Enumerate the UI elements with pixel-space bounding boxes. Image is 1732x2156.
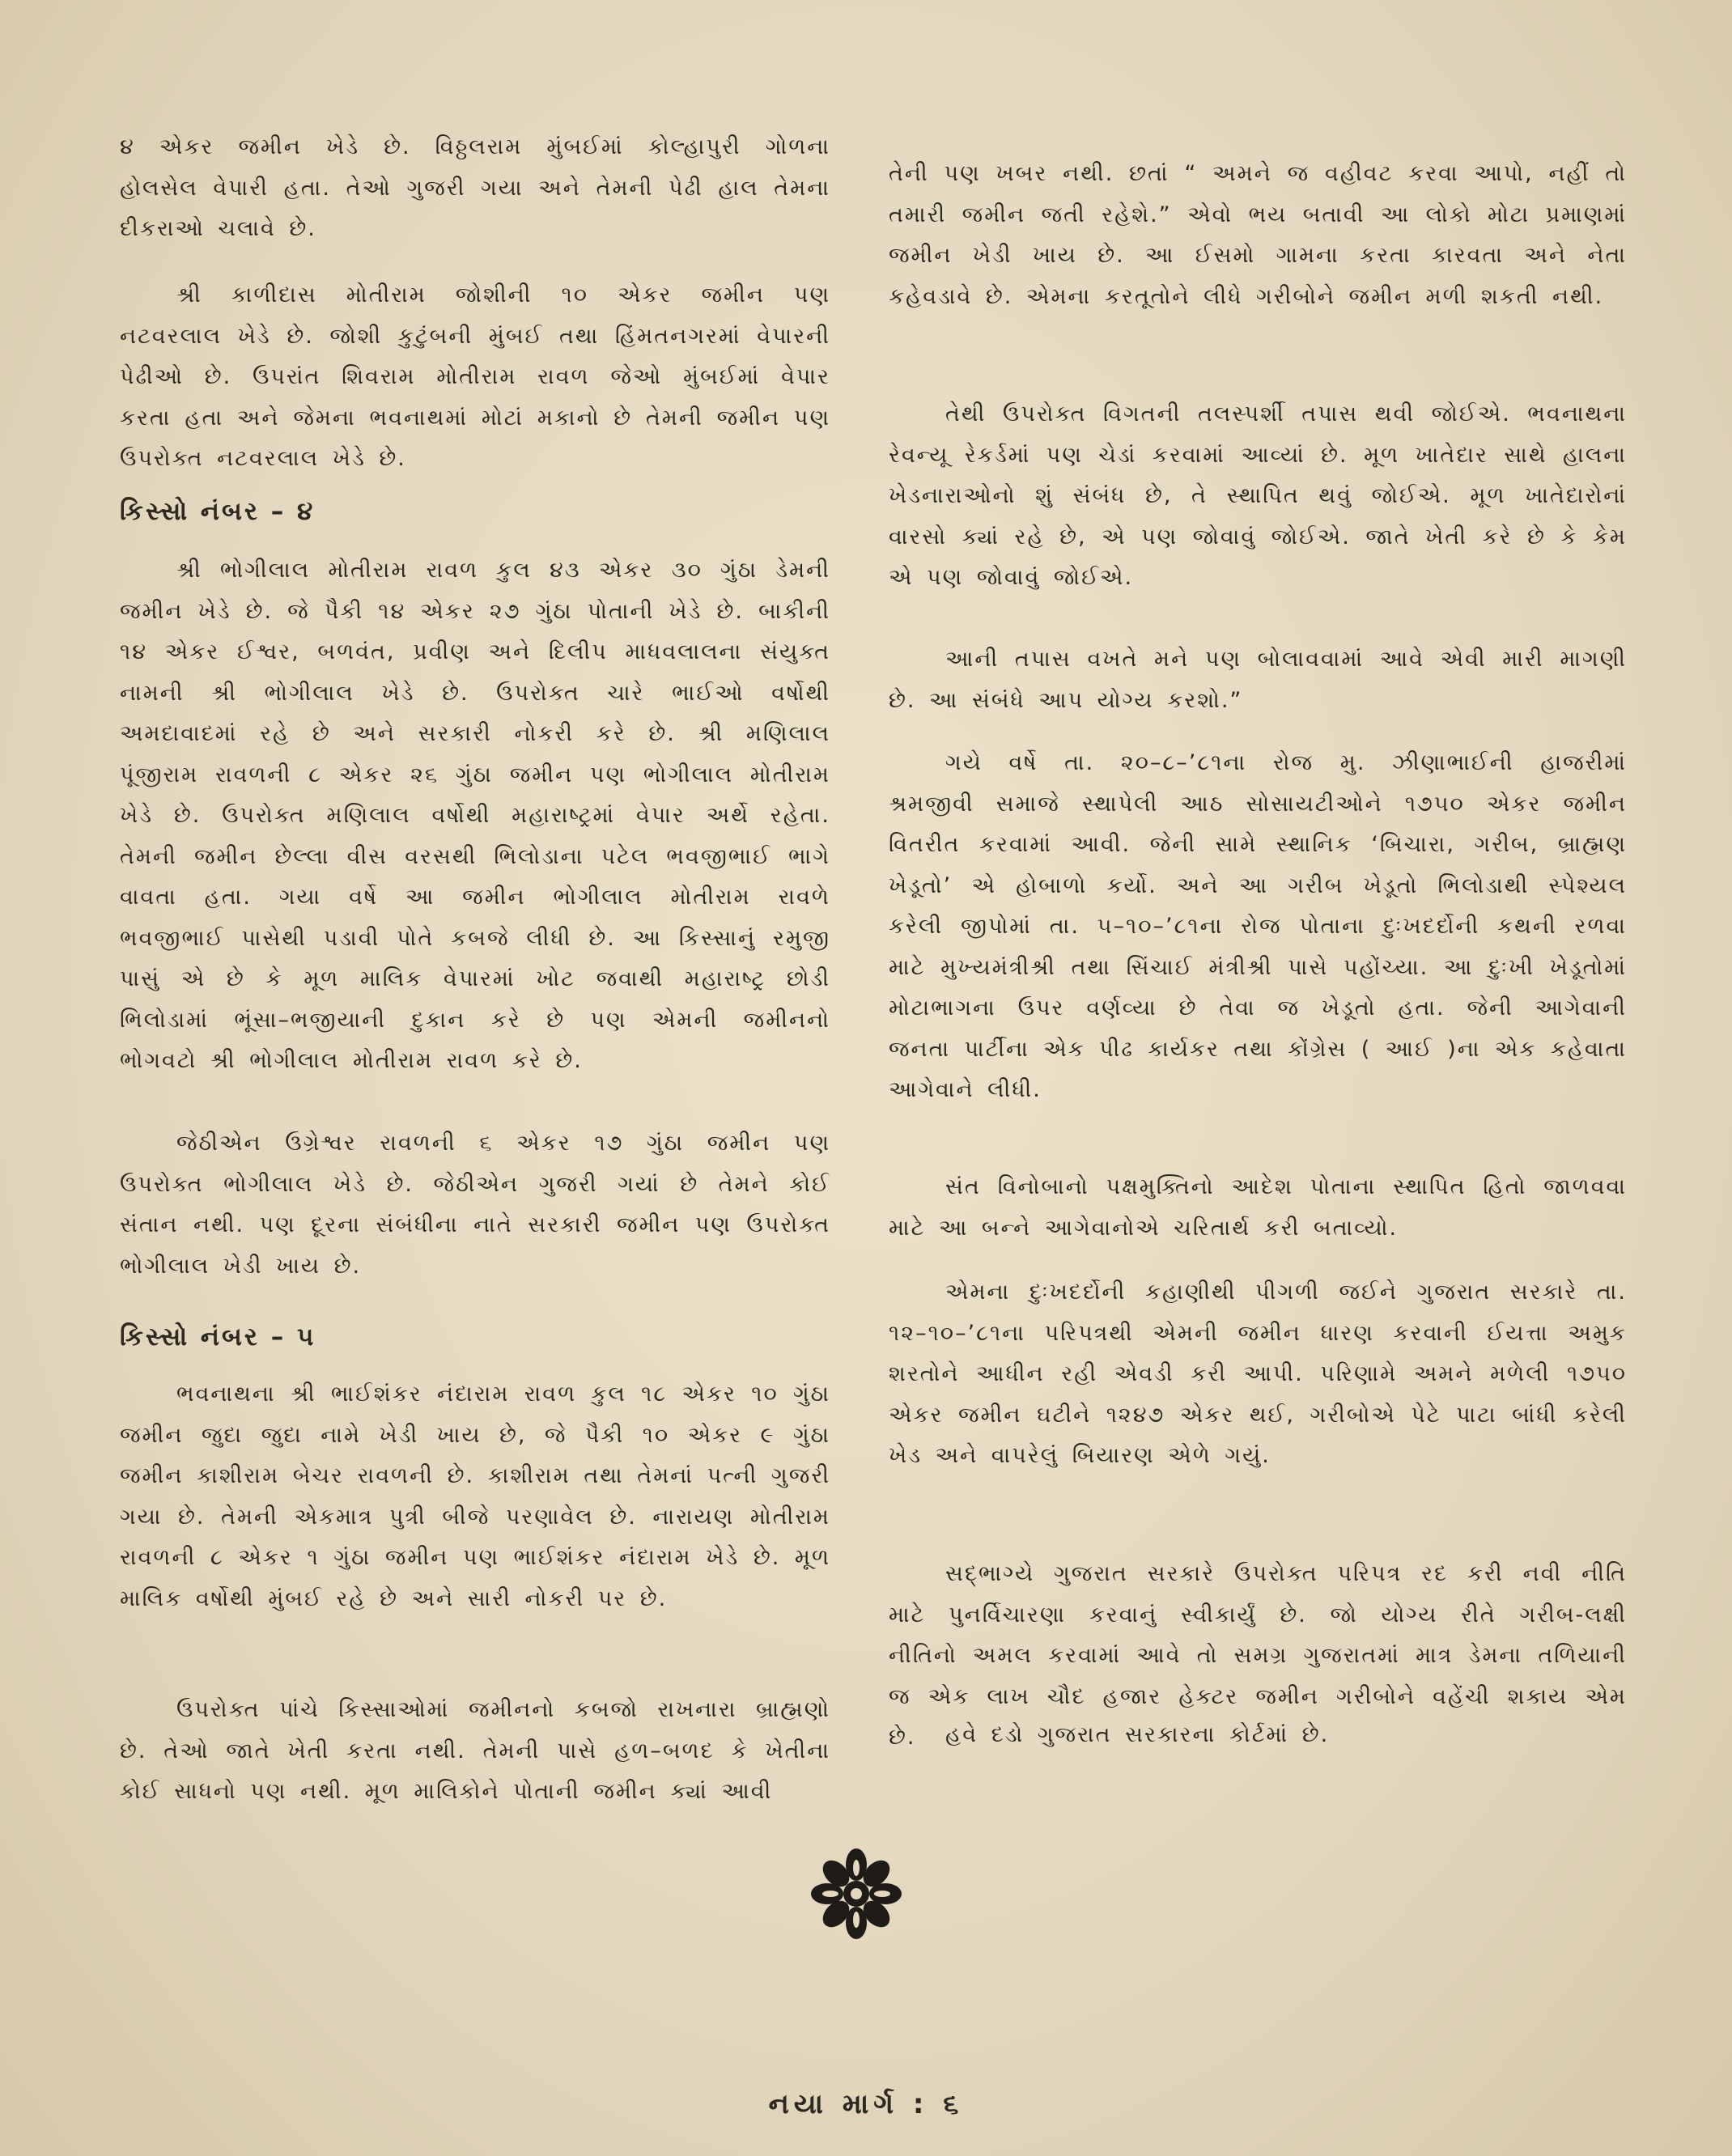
paragraph: હવે દડો ગુજરાત સરકારના કોર્ટમાં છે. <box>945 1722 1330 1747</box>
paragraph: સદ્‌ભાગ્યે ગુજરાત સરકારે ઉપરોક્ત પરિપત્ર રદ કરી નવી નીતિ માટે પુનર્વિચારણા કરવાનું સ્વીકાર્યું છે. જો યોગ્ય રીતે ગરીબ-લક્ષી નીતિનો અમલ કરવામાં આવે તો સમગ્ર ગુજરાતમાં માત્ર ડેમના તળિયાની જ એક લાખ ચૌદ હજાર હેક્ટર જમીન ગરીબોને વહેંચી શકાય એમ છે. <box>889 1561 1627 1750</box>
paragraph: સંત વિનોબાનો પક્ષમુક્તિનો આદેશ પોતાના સ્થાપિત હિતો જાળવવા માટે આ બન્ને આગેવાનોએ ચરિતાર્થ કરી બતાવ્યો. <box>889 1174 1627 1241</box>
page-footer: નયા માર્ગ : ૬ <box>768 2088 964 2120</box>
paragraph: આની તપાસ વખતે મને પણ બોલાવવામાં આવે એવી મારી માગણી છે. આ સંબંધે આપ યોગ્ય કરશો.” <box>889 647 1627 713</box>
section-heading: કિસ્સો નંબર – ૪ <box>120 497 316 526</box>
paragraph: ગયે વર્ષે તા. ૨૦–૮–’૮૧ના રોજ મુ. ઝીણાભાઈની હાજરીમાં શ્રમજીવી સમાજે સ્થાપેલી આઠ સોસાયટીઓને ૧૭૫૦ એકર જમીન વિતરીત કરવામાં આવી. જેની સામે સ્થાનિક ‘બિચારા, ગરીબ, બ્રાહ્મણ ખેડૂતો’ એ હોબાળો કર્યો. અને આ ગરીબ ખેડૂતો ભિલોડાથી સ્પેશ્યલ કરેલી જીપોમાં તા. ૫–૧૦–’૮૧ના રોજ પોતાના દુઃખદર્દોની કથની રળવા માટે મુખ્યમંત્રીશ્રી તથા સિંચાઈ મંત્રીશ્રી પાસે પહોંચ્યા. આ દુઃખી ખેડૂતોમાં મોટાભાગના ઉપર વર્ણવ્યા છે તેવા જ ખેડૂતો હતા. જેની આગેવાની જનતા પાર્ટીના એક પીઢ કાર્યકર તથા કોંગ્રેસ ( આઈ )ના એક કહેવાતા આગેવાને લીધી. <box>889 750 1627 1102</box>
paragraph: શ્રી કાળીદાસ મોતીરામ જોશીની ૧૦ એકર જમીન પણ નટવરલાલ ખેડે છે. જોશી કુટુંબની મુંબઈ તથા હિંમતનગરમાં વેપારની પેઢીઓ છે. ઉપરાંત શિવરામ મોતીરામ રાવળ જેઓ મુંબઈમાં વેપાર કરતા હતા અને જેમના ભવનાથમાં મોટાં મકાનો છે તેમની જમીન પણ ઉપરોક્ત નટવરલાલ ખેડે છે. <box>120 282 830 471</box>
paragraph: ૪ એકર જમીન ખેડે છે. વિઠ્ઠલરામ મુંબઈમાં કોલ્હાપુરી ગોળના હોલસેલ વેપારી હતા. તેઓ ગુજરી ગયા અને તેમની પેઢી હાલ તેમના દીકરાઓ ચલાવે છે. <box>120 134 830 241</box>
section-heading: કિસ્સો નંબર – ૫ <box>120 1322 316 1352</box>
paragraph: એમના દુઃખદર્દોની કહાણીથી પીગળી જઈને ગુજરાત સરકારે તા. ૧૨–૧૦–’૮૧ના પરિપત્રથી એમની જમીન ધારણ કરવાની ઈયત્તા અમુક શરતોને આધીન રહી એવડી કરી આપી. પરિણામે અમને મળેલી ૧૭૫૦ એકર જમીન ઘટીને ૧૨૪૭ એકર થઈ, ગરીબોએ પેટે પાટા બાંધી કરેલી ખેડ અને વાપરેલું બિયારણ એળે ગયું. <box>889 1280 1627 1468</box>
paragraph: તેની પણ ખબર નથી. છતાં “ અમને જ વહીવટ કરવા આપો, નહીં તો તમારી જમીન જતી રહેશે.” એવો ભય બતાવી આ લોકો મોટા પ્રમાણમાં જમીન ખેડી ખાય છે. આ ઈસમો ગામના કરતા કારવતા અને નેતા કહેવડાવે છે. એમના કરતૂતોને લીધે ગરીબોને જમીન મળી શકતી નથી. <box>889 161 1627 309</box>
paragraph: શ્રી ભોગીલાલ મોતીરામ રાવળ કુલ ૪૩ એકર ૩૦ ગુંઠા ડેમની જમીન ખેડે છે. જે પૈકી ૧૪ એકર ૨૭ ગુંઠા પોતાની ખેડે છે. બાકીની ૧૪ એકર ઈશ્વર, બળવંત, પ્રવીણ અને દિલીપ માધવલાલના સંયુક્ત નામની શ્રી ભોગીલાલ ખેડે છે. ઉપરોક્ત ચારે ભાઈઓ વર્ષોથી અમદાવાદમાં રહે છે અને સરકારી નોકરી કરે છે. શ્રી મણિલાલ પૂંજીરામ રાવળની ૮ એકર ૨૬ ગુંઠા જમીન પણ ભોગીલાલ મોતીરામ ખેડે છે. ઉપરોક્ત મણિલાલ વર્ષોથી મહારાષ્ટ્રમાં વેપાર અર્થે રહેતા. તેમની જમીન છેલ્લા વીસ વરસથી ભિલોડાના પટેલ ભવજીભાઈ ભાગે વાવતા હતા. ગયા વર્ષે આ જમીન ભોગીલાલ મોતીરામ રાવળે ભવજીભાઈ પાસેથી પડાવી પોતે કબજે લીધી છે. આ કિસ્સાનું રમુજી પાસું એ છે કે મૂળ માલિક વેપારમાં ખોટ જવાથી મહારાષ્ટ્ર છોડી ભિલોડામાં ભૂંસા–ભજીયાની દુકાન કરે છે પણ એમની જમીનનો ભોગવટો શ્રી ભોગીલાલ મોતીરામ રાવળ કરે છે. <box>120 558 830 1073</box>
paragraph: ભવનાથના શ્રી ભાઈશંકર નંદારામ રાવળ કુલ ૧૮ એકર ૧૦ ગુંઠા જમીન જુદા જુદા નામે ખેડી ખાય છે, જે પૈકી ૧૦ એકર ૯ ગુંઠા જમીન કાશીરામ બેચર રાવળની છે. કાશીરામ તથા તેમનાં પત્ની ગુજરી ગયા છે. તેમની એકમાત્ર પુત્રી બીજે પરણાવેલ છે. નારાયણ મોતીરામ રાવળની ૮ એકર ૧ ગુંઠા જમીન પણ ભાઈશંકર નંદારામ ખેડે છે. મૂળ માલિક વર્ષોથી મુંબઈ રહે છે અને સારી નોકરી પર છે. <box>120 1381 830 1611</box>
paragraph: ઉપરોક્ત પાંચે કિસ્સાઓમાં જમીનનો કબજો રાખનારા બ્રાહ્મણો છે. તેઓ જાતે ખેતી કરતા નથી. તેમની પાસે હળ–બળદ કે ખેતીના કોઈ સાધનો પણ નથી. મૂળ માલિકોને પોતાની જમીન ક્યાં આવી <box>120 1697 830 1804</box>
paragraph: તેથી ઉપરોક્ત વિગતની તલસ્પર્શી તપાસ થવી જોઈએ. ભવનાથના રેવન્યૂ રેકર્ડમાં પણ ચેડાં કરવામાં આવ્યાં છે. મૂળ ખાતેદાર સાથે હાલના ખેડનારાઓનો શું સંબંધ છે, તે સ્થાપિત થવું જોઈએ. મૂળ ખાતેદારોનાં વારસો ક્યાં રહે છે, એ પણ જોવાવું જોઈએ. જાતે ખેતી કરે છે કે કેમ એ પણ જોવાવું જોઈએ. <box>889 401 1627 590</box>
paragraph: જેઠીએન ઉગ્રેશ્વર રાવળની ૬ એકર ૧૭ ગુંઠા જમીન પણ ઉપરોક્ત ભોગીલાલ ખેડે છે. જેઠીએન ગુજરી ગયાં છે તેમને કોઈ સંતાન નથી. પણ દૂરના સંબંધીના નાતે સરકારી જમીન પણ ઉપરોક્ત ભોગીલાલ ખેડી ખાય છે. <box>120 1131 830 1279</box>
flower-ornament-icon <box>809 1847 903 1941</box>
